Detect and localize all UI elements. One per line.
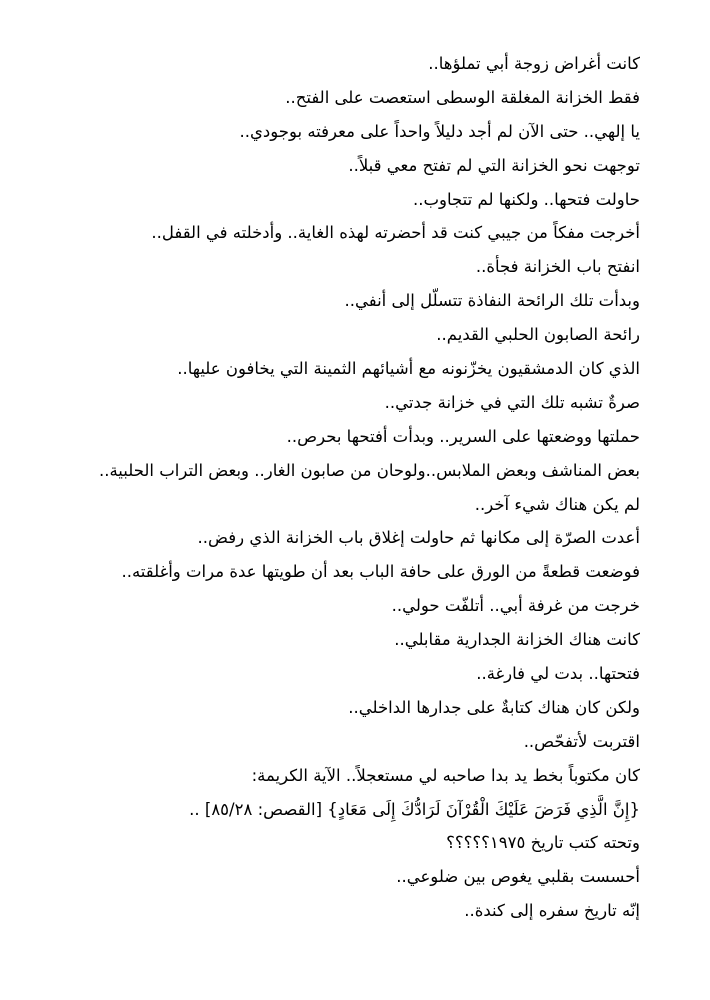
text-line-6: أخرجت مفكاً من جيبي كنت قد أحضرته لهذه الغاية.. وأدخلته في القفل.. xyxy=(151,223,640,243)
text-line-18: كانت هناك الخزانة الجدارية مقابلي.. xyxy=(394,630,640,650)
text-line-3: يا إلهي.. حتى الآن لم أجد دليلاً واحداً على معرفته بوجودي.. xyxy=(239,121,640,141)
text-line-24: وتحته كتب تاريخ ١٩٧٥؟؟؟؟؟ xyxy=(446,833,640,853)
text-line-1: كانت أغراض زوجة أبي تملؤها.. xyxy=(428,54,640,73)
text-line-22: كان مكتوباً بخط يد بدا صاحبه لي مستعجلاً.. الآية الكريمة: xyxy=(251,765,640,785)
text-line-5: حاولت فتحها.. ولكنها لم تتجاوب.. xyxy=(412,189,640,209)
text-line-13: بعض المناشف وبعض الملابس..ولوحان من صابون الغار.. وبعض التراب الحلبية.. xyxy=(98,460,640,480)
text-line-8: وبدأت تلك الرائحة النفاذة تتسلّل إلى أنفي.. xyxy=(344,291,640,311)
text-line-4: توجهت نحو الخزانة التي لم تفتح معي قبلاً.. xyxy=(348,155,640,175)
text-line-20: ولكن كان هناك كتابةٌ على جدارها الداخلي.. xyxy=(348,697,640,717)
text-line-12: حملتها ووضعتها على السرير.. وبدأت أفتحها بحرص.. xyxy=(286,426,640,446)
text-line-2: فقط الخزانة المغلقة الوسطى استعصت على الفتح.. xyxy=(285,87,640,107)
text-lines xyxy=(30,47,640,928)
text-line-25: أحسست بقلبي يغوص بين ضلوعي.. xyxy=(396,867,640,887)
text-line-9: رائحة الصابون الحلبي القديم.. xyxy=(436,325,640,345)
text-line-23: {إِنَّ الَّذِي فَرَضَ عَلَيْكَ الْقُرْآنَ لَرَادُّكَ إِلَى مَعَادٍ} [القصص: ٨٥/٢٨] .. xyxy=(189,799,640,819)
text-line-14: لم يكن هناك شيء آخر.. xyxy=(474,494,640,514)
text-line-16: فوضعت قطعةً من الورق على حافة الباب بعد أن طويتها عدة مرات وأغلقته.. xyxy=(121,562,640,582)
text-line-7: انفتح باب الخزانة فجأة.. xyxy=(475,257,640,277)
text-line-15: أعدت الصرّة إلى مكانها ثم حاولت إغلاق باب الخزانة الذي رفض.. xyxy=(197,528,640,548)
text-line-11: صرةٌ تشبه تلك التي في خزانة جدتي.. xyxy=(384,392,640,412)
text-line-10: الذي كان الدمشقيون يخزّنونه مع أشيائهم الثمينة التي يخافون عليها.. xyxy=(177,359,640,379)
text-line-17: خرجت من غرفة أبي.. أتلفّت حولي.. xyxy=(391,596,640,616)
text-line-26: إنّه تاريخ سفره إلى كندة.. xyxy=(464,901,640,921)
text-line-19: فتحتها.. بدت لي فارغة.. xyxy=(476,664,640,684)
text-line-21: اقتربت لأتفحّص.. xyxy=(523,731,640,751)
